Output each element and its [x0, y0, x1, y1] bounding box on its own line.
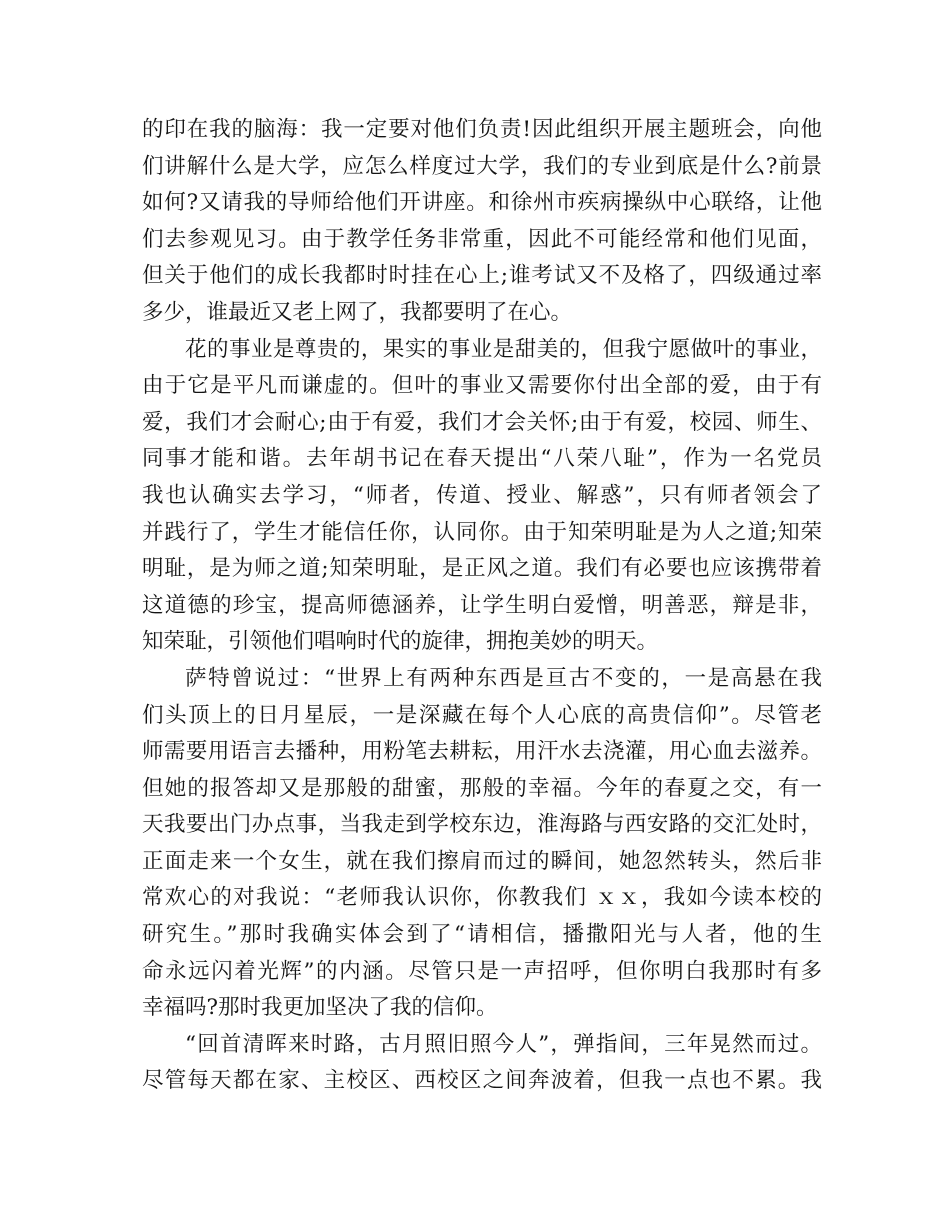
text-line: 的印在我的脑海：我一定要对他们负责!因此组织开展主题班会，向他 [142, 117, 822, 142]
text-line: 多少，谁最近又老上网了，我都要明了在心。 [142, 299, 573, 325]
text-line: 这道德的珍宝，提高师德涵养，让学生明白爱憎，明善恶，辩是非， [142, 592, 822, 618]
paragraph-first-line: 萨特曾说过：“世界上有两种东西是亘古不变的，一是高悬在我 [185, 665, 822, 691]
text-line: 知荣耻，引领他们唱响时代的旋律，拥抱美妙的明天。 [142, 629, 659, 655]
text-line: 我也认确实去学习，“师者，传道、授业、解惑”，只有师者领会了 [142, 482, 822, 508]
text-line: 如何?又请我的导师给他们开讲座。和徐州市疾病操纵中心联络，让他 [142, 190, 822, 216]
text-line: 爱，我们才会耐心;由于有爱，我们才会关怀;由于有爱，校园、师生、 [142, 409, 822, 435]
text-line: 由于它是平凡而谦虚的。但叶的事业又需要你付出全部的爱，由于有 [142, 373, 822, 399]
paragraph-first-line: 花的事业是尊贵的，果实的事业是甜美的，但我宁愿做叶的事业， [185, 336, 822, 362]
text-line: 同事才能和谐。去年胡书记在春天提出“八荣八耻”，作为一名党员 [142, 446, 822, 472]
text-line: 幸福吗?那时我更加坚决了我的信仰。 [142, 995, 498, 1021]
text-line: 师需要用语言去播种，用粉笔去耕耘，用汗水去浇灌，用心血去滋养。 [142, 739, 822, 765]
paragraph-first-line: “回首清晖来时路，古月照旧照今人”，弹指间，三年晃然而过。 [185, 1031, 822, 1057]
text-line: 但她的报答却又是那般的甜蜜，那般的幸福。今年的春夏之交，有一 [142, 775, 822, 801]
text-line: 天我要出门办点事，当我走到学校东边，淮海路与西安路的交汇处时， [142, 812, 822, 838]
text-line: 命永远闪着光辉”的内涵。尽管只是一声招呼，但你明白我那时有多 [142, 958, 822, 984]
text-line: 们讲解什么是大学，应怎么样度过大学，我们的专业到底是什么?前景 [142, 153, 822, 179]
document-body [142, 112, 822, 1100]
text-line: 但关于他们的成长我都时时挂在心上;谁考试又不及格了，四级通过率 [142, 263, 822, 289]
text-line: 正面走来一个女生，就在我们擦肩而过的瞬间，她忽然转头，然后非 [142, 848, 822, 874]
text-line: 们去参观见习。由于教学任务非常重，因此不可能经常和他们见面， [142, 226, 822, 252]
text-line: 明耻，是为师之道;知荣明耻，是正风之道。我们有必要也应该携带着 [142, 556, 822, 582]
text-line: 研究生。”那时我确实体会到了“请相信，播撒阳光与人者，他的生 [142, 922, 822, 948]
text-line: 常欢心的对我说：“老师我认识你，你教我们 ｘｘ，我如今读本校的 [142, 885, 822, 911]
text-line: 尽管每天都在家、主校区、西校区之间奔波着，但我一点也不累。我 [142, 1068, 822, 1094]
text-line: 并践行了，学生才能信任你，认同你。由于知荣明耻是为人之道;知荣 [142, 519, 822, 545]
text-line: 们头顶上的日月星辰，一是深藏在每个人心底的高贵信仰”。尽管老 [142, 702, 822, 728]
